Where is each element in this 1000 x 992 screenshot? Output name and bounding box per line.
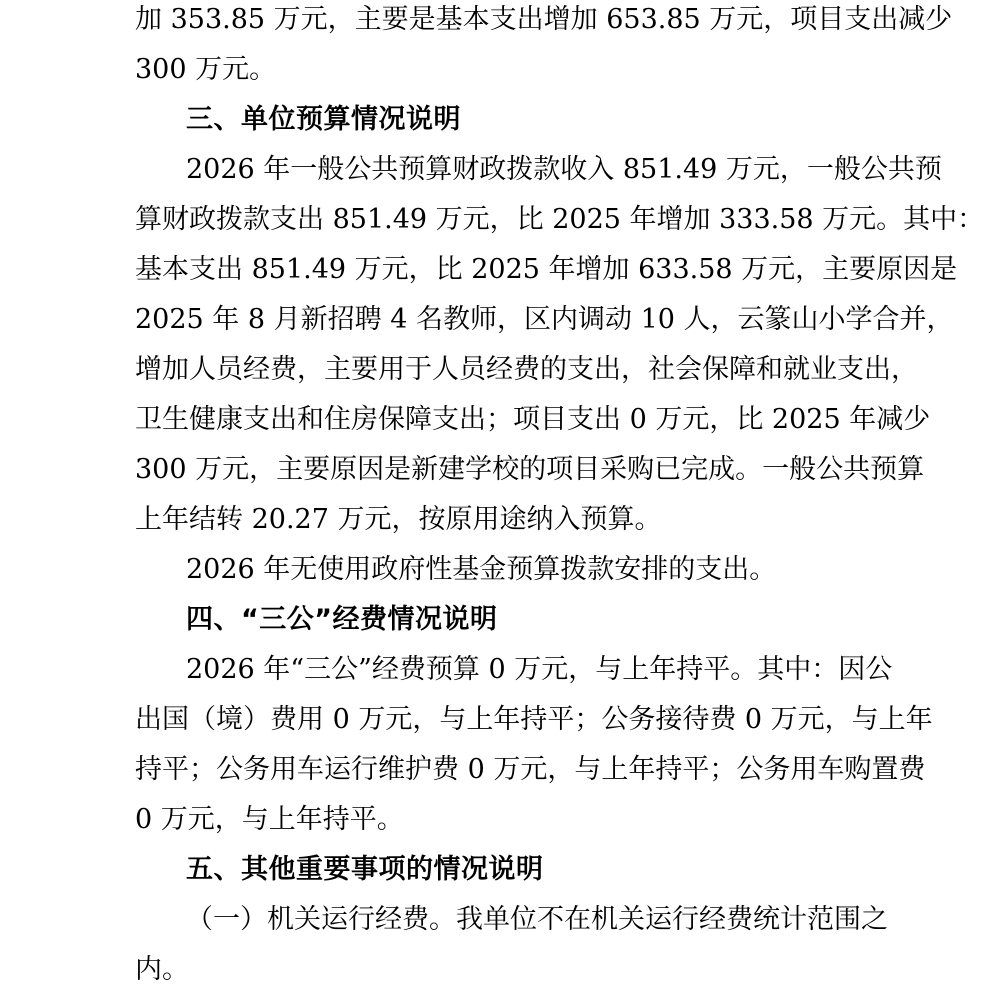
- paragraph-line: 2026 年一般公共预算财政拨款收入 851.49 万元，一般公共预: [186, 154, 942, 185]
- paragraph-line: 2025 年 8 月新招聘 4 名教师，区内调动 10 人，云篆山小学合并，: [135, 304, 954, 335]
- paragraph-line: 出国（境）费用 0 万元，与上年持平；公务接待费 0 万元，与上年: [135, 704, 933, 735]
- section-heading-three-public-expenses: 四、“三公”经费情况说明: [186, 604, 498, 635]
- paragraph-line: 加 353.85 万元，主要是基本支出增加 653.85 万元，项目支出减少: [135, 4, 953, 35]
- paragraph-line: 300 万元，主要原因是新建学校的项目采购已完成。一般公共预算: [135, 454, 925, 485]
- paragraph-line: 增加人员经费，主要用于人员经费的支出，社会保障和就业支出，: [135, 354, 918, 385]
- paragraph-line: 0 万元，与上年持平。: [135, 804, 404, 835]
- paragraph-line: 持平；公务用车运行维护费 0 万元，与上年持平；公务用车购置费: [135, 754, 926, 785]
- paragraph-line: 2026 年无使用政府性基金预算拨款安排的支出。: [186, 554, 777, 585]
- paragraph-line: 300 万元。: [135, 54, 277, 85]
- paragraph-line: 内。: [135, 954, 189, 985]
- paragraph-line: 基本支出 851.49 万元，比 2025 年增加 633.58 万元，主要原因是: [135, 254, 958, 285]
- section-heading-unit-budget: 三、单位预算情况说明: [186, 104, 461, 135]
- paragraph-line: 上年结转 20.27 万元，按原用途纳入预算。: [135, 504, 662, 535]
- paragraph-line: 卫生健康支出和住房保障支出；项目支出 0 万元，比 2025 年减少: [135, 404, 931, 435]
- paragraph-line: 算财政拨款支出 851.49 万元，比 2025 年增加 333.58 万元。其中：: [135, 204, 985, 235]
- section-heading-other-matters: 五、其他重要事项的情况说明: [186, 854, 544, 885]
- paragraph-line: 2026 年“三公”经费预算 0 万元，与上年持平。其中：因公: [186, 654, 893, 685]
- paragraph-line: （一）机关运行经费。我单位不在机关运行经费统计范围之: [186, 904, 888, 935]
